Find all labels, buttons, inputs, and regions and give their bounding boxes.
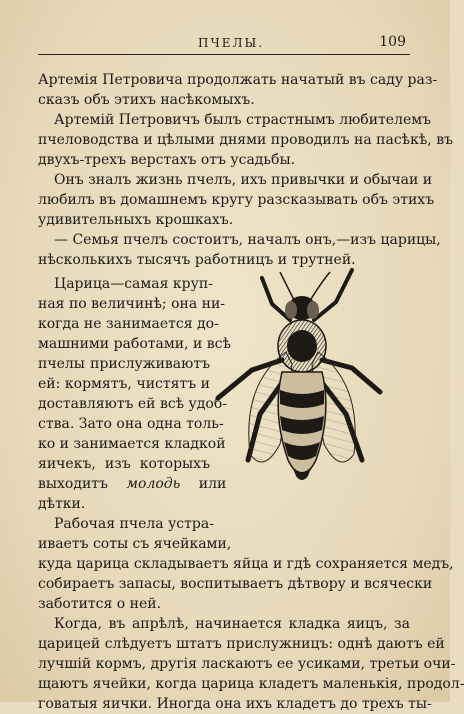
text-line: нѣсколькихъ тысячъ работницъ и трутней. bbox=[38, 252, 356, 268]
text-line: говатыя яички. Иногда она ихъ кладетъ до трехъ ты- bbox=[38, 696, 432, 712]
text-line: ная по величинѣ; она ни- bbox=[38, 296, 226, 312]
text-line: царицей слѣдуетъ штатъ прислужницъ: однѣ даютъ ей bbox=[38, 636, 445, 652]
text-line: Онъ зналъ жизнь пчелъ, ихъ привычки и обычаи и bbox=[54, 172, 433, 188]
text-line: ей: кормятъ, чистятъ и bbox=[38, 376, 210, 392]
text-word: выходитъ bbox=[38, 476, 108, 492]
page-header bbox=[38, 32, 410, 52]
text-line: двухъ-трехъ верстахъ отъ усадьбы. bbox=[38, 152, 296, 168]
text-line: Царица—самая круп- bbox=[54, 276, 213, 292]
text-line: собираетъ запасы, воспитываетъ дѣтвору и всячески bbox=[38, 576, 433, 592]
text-line: Артемій Петровичъ былъ страстнымъ любителемъ bbox=[54, 112, 432, 128]
text-line: иваетъ соты съ ячейками, bbox=[38, 536, 232, 552]
text-line: куда царица складываетъ яйца и гдѣ сохраняется медъ, bbox=[38, 556, 454, 572]
text-line-with-emphasis bbox=[38, 474, 227, 494]
text-line: доставляютъ ей всѣ удоб- bbox=[38, 396, 228, 412]
text-line: пчеловодства и цѣлыми днями проводилъ на пасѣкѣ, въ bbox=[38, 132, 453, 148]
page-number: 109 bbox=[379, 34, 406, 50]
text-line: яичекъ, изъ которыхъ bbox=[38, 456, 210, 472]
text-line: сказъ объ этихъ насѣкомыхъ. bbox=[38, 92, 255, 108]
text-line: машними работами, и всѣ bbox=[38, 336, 231, 352]
text-line: заботится о ней. bbox=[38, 596, 162, 612]
text-line: ства. Зато она одна толь- bbox=[38, 416, 224, 432]
text-line: удивительныхъ крошкахъ. bbox=[38, 212, 234, 228]
bee-engraving-icon bbox=[212, 264, 388, 498]
text-line: ко и занимается кладкой bbox=[38, 436, 226, 452]
text-line: любилъ въ домашнемъ кругу разсказывать объ этихъ bbox=[38, 192, 435, 208]
text-line: Рабочая пчела устра- bbox=[54, 516, 214, 532]
text-line: дѣтки. bbox=[38, 496, 86, 512]
running-title: ПЧЕЛЫ. bbox=[198, 36, 265, 50]
text-line: щаютъ ячейки, когда царица кладетъ маленькія, продол- bbox=[38, 676, 464, 692]
text-line: пчелы прислуживаютъ bbox=[38, 356, 210, 372]
text-line: Артемія Петровича продолжать начатый въ саду раз- bbox=[38, 72, 438, 88]
text-line: Когда, въ апрѣлѣ, начинается кладка яицъ, за bbox=[54, 616, 410, 632]
header-rule bbox=[38, 54, 410, 55]
text-line: лучшій кормъ, другія ласкаютъ ее усиками, третьи очи- bbox=[38, 656, 456, 672]
emphasis-word: молодь bbox=[126, 476, 181, 492]
text-line: когда не занимается до- bbox=[38, 316, 219, 332]
text-line: — Семья пчелъ состоитъ, началъ онъ,—изъ царицы, bbox=[54, 232, 441, 248]
text-word: или bbox=[198, 476, 227, 492]
